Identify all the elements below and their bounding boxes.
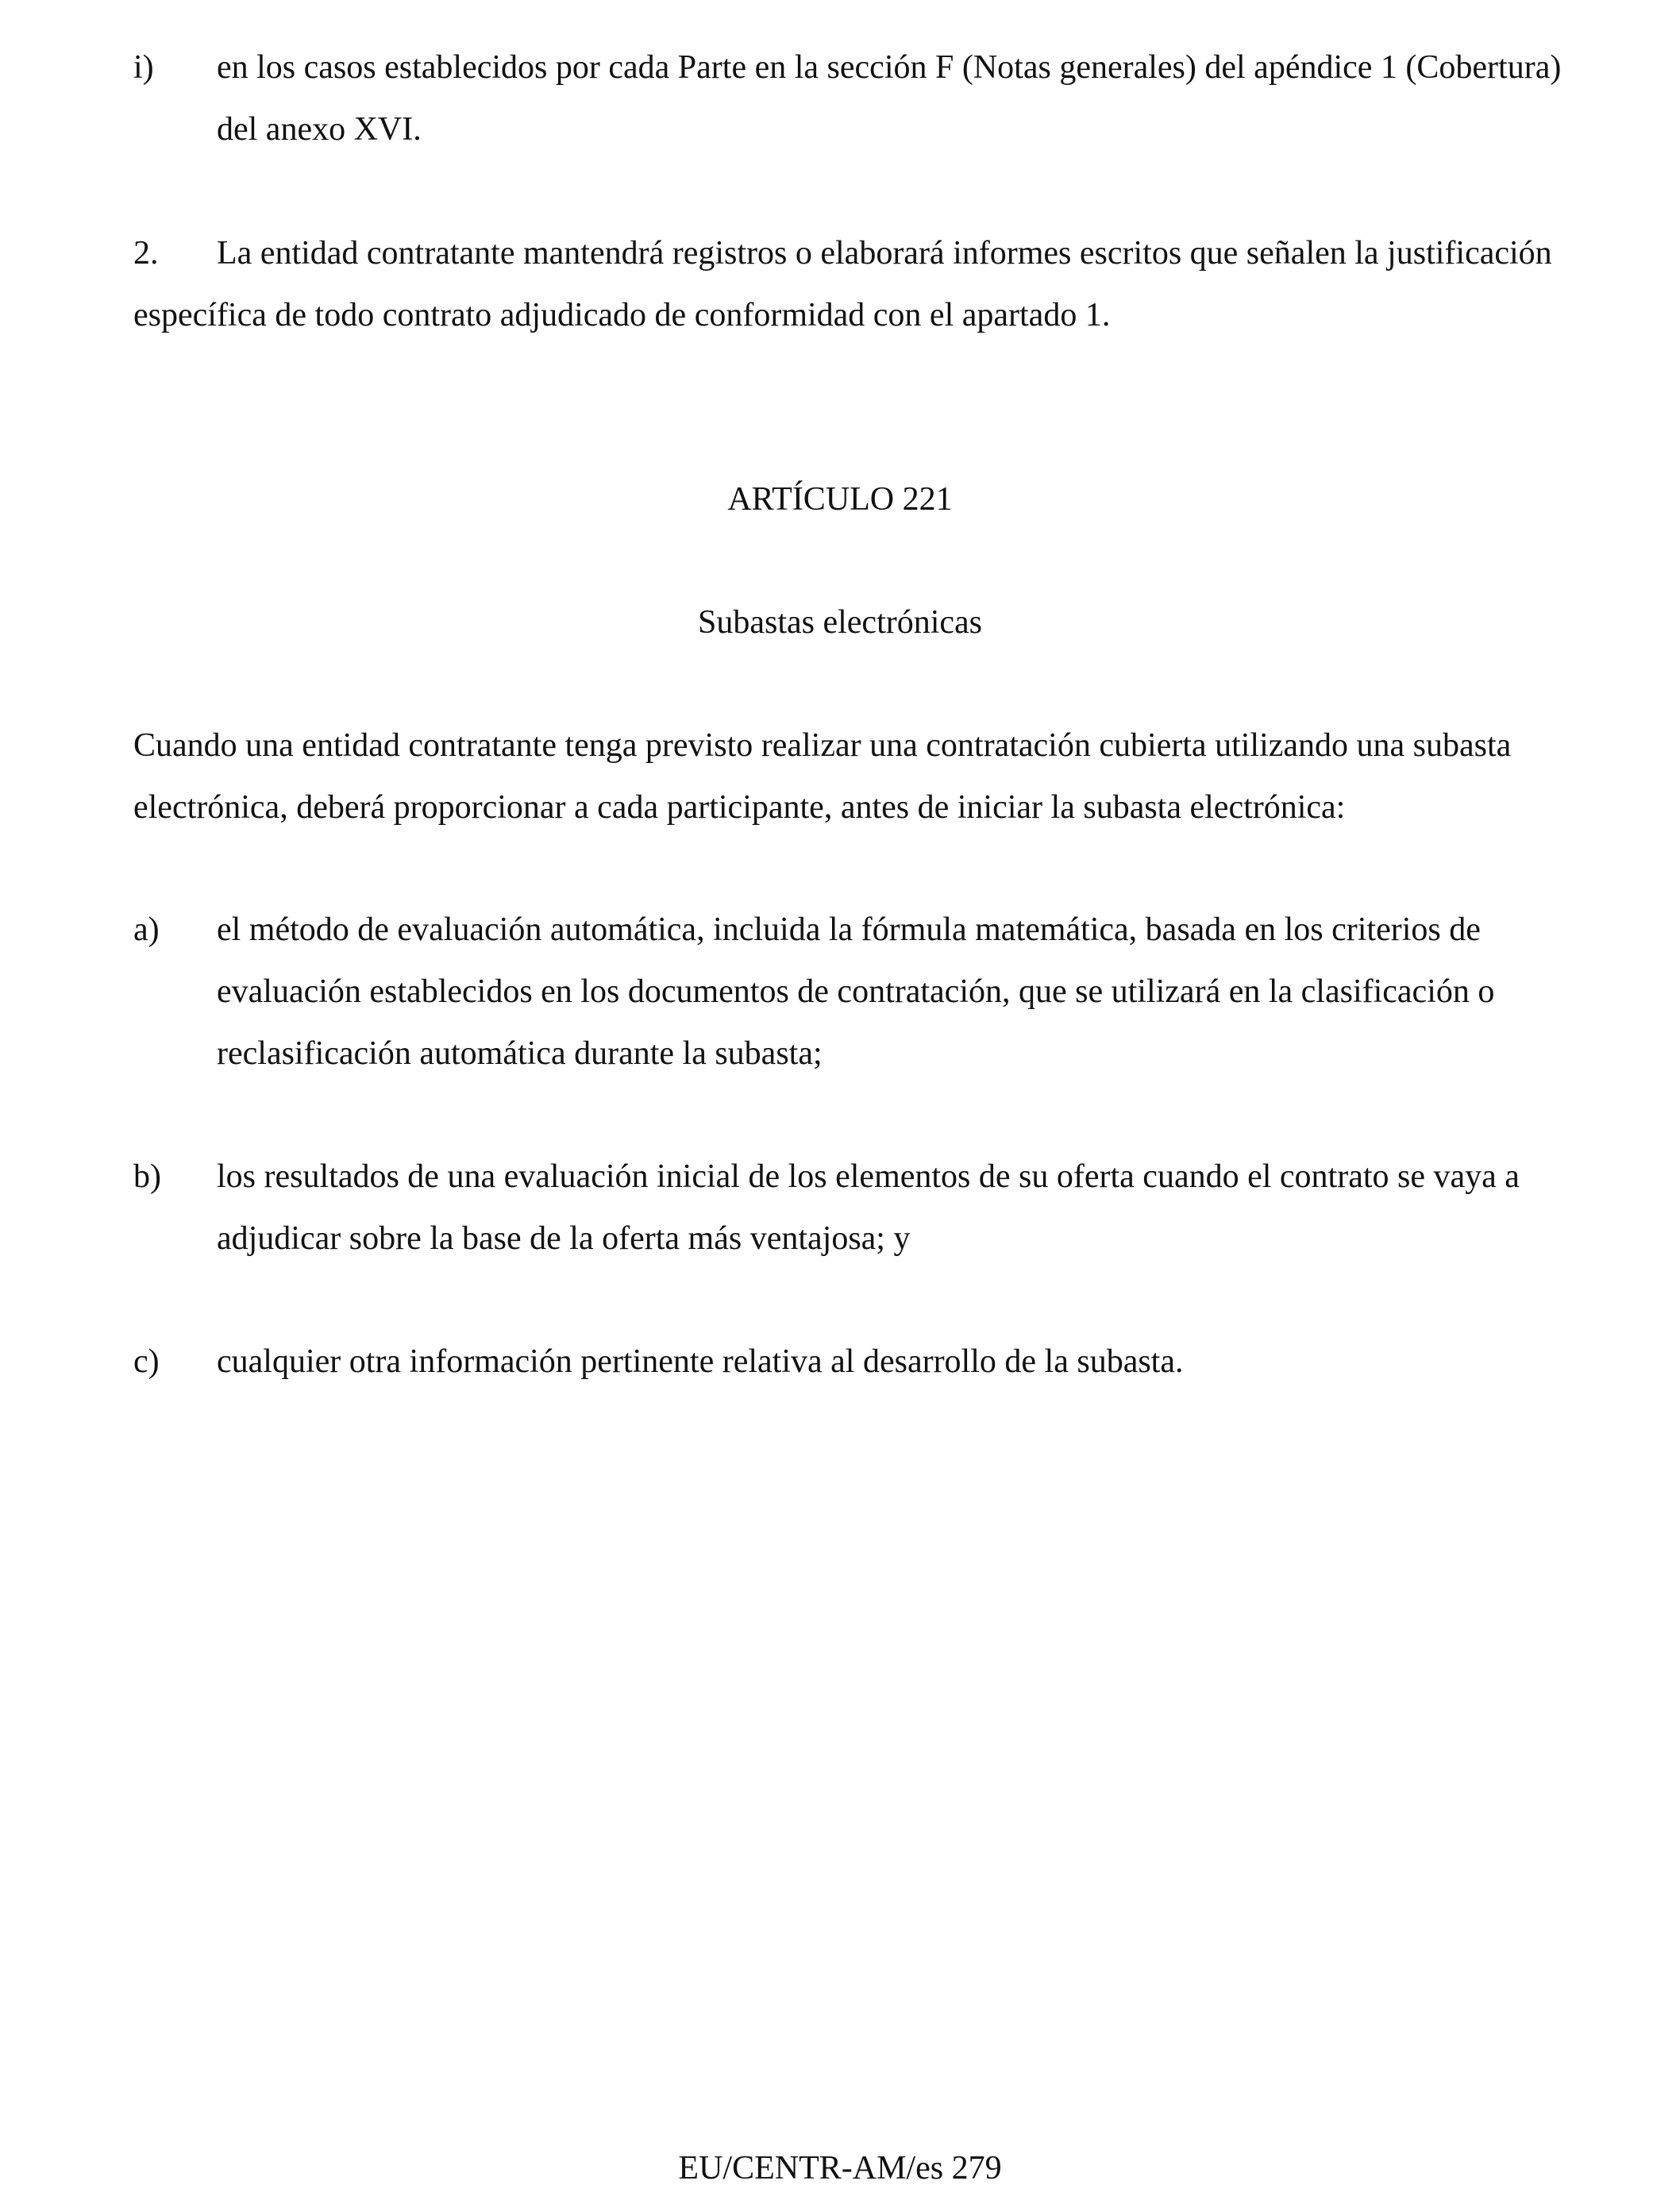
list-item-label: a) [133,911,160,948]
list-item-text: en los casos establecidos por cada Parte en la sección F (Notas generales) del apéndice 1 (Cobertura) del anexo XVI. [217,49,1562,148]
list-item-text: los resultados de una evaluación inicial de los elementos de su oferta cuando el contrato se vaya a adjudicar sobre la base de la oferta más ventajosa; y [217,1158,1520,1257]
list-item-i [133,37,1562,160]
list-item-c [133,1331,1562,1393]
article-title: Subastas electrónicas [697,604,983,641]
list-item-label: c) [133,1343,160,1380]
article-intro: Cuando una entidad contratante tenga previsto realizar una contratación cubierta utilizando una subasta electrónica, deberá proporcionar a cada participante, antes de iniciar la subasta electrónica: [133,727,1512,826]
article-heading: ARTÍCULO 221 [727,481,953,518]
page-footer: EU/CENTR-AM/es 279 [678,2150,1002,2187]
list-item-a [133,899,1562,1085]
paragraph-text: La entidad contratante mantendrá registros o elaborará informes escritos que señalen la justificación específica de todo contrato adjudicado de conformidad con el apartado 1. [133,235,1552,333]
paragraph-number: 2. [133,235,159,272]
paragraph-2 [133,222,1562,346]
list-item-label: i) [133,49,154,86]
list-item-text: el método de evaluación automática, incluida la fórmula matemática, basada en los criterios de evaluación establecidos en los documentos de contratación, que se utilizará en la clasificación o reclasificación automática durante la subasta; [217,911,1495,1072]
list-item-b [133,1146,1562,1270]
list-item-text: cualquier otra información pertinente relativa al desarrollo de la subasta. [217,1343,1184,1380]
list-item-label: b) [133,1158,161,1195]
